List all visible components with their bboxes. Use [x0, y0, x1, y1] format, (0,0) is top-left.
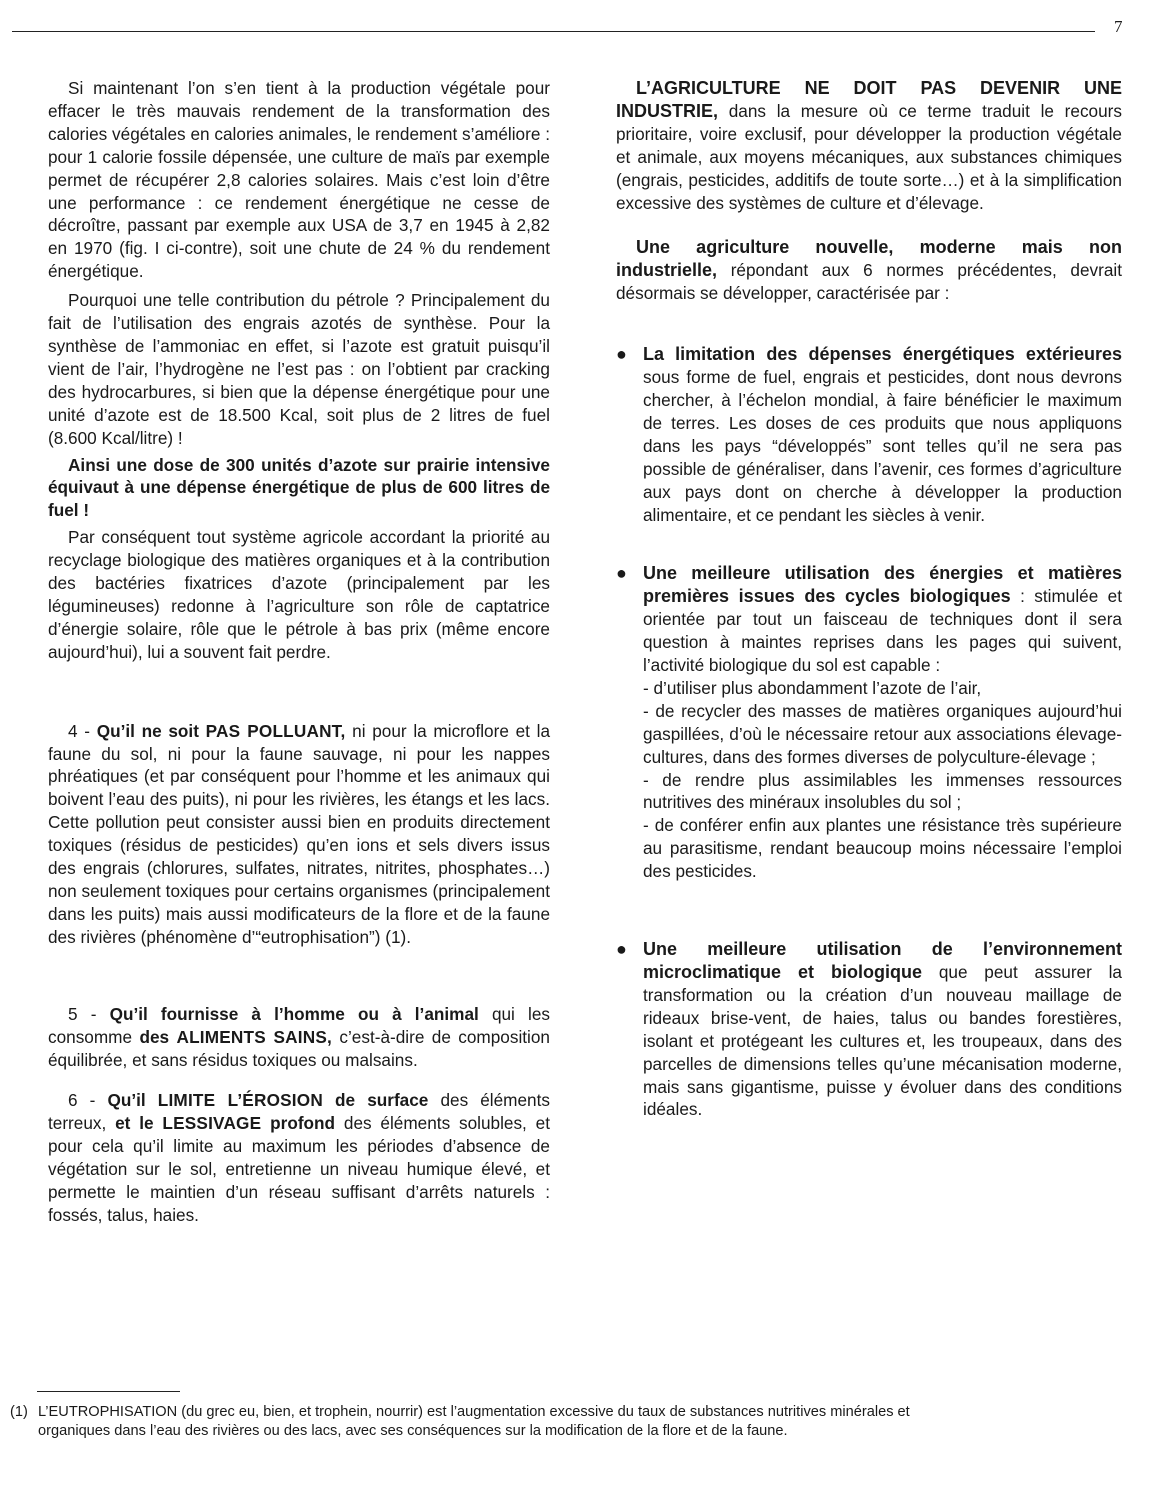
section-5-number: 5 -: [68, 1003, 110, 1024]
section-5-caps: ALIMENTS SAINS,: [176, 1026, 332, 1047]
section-5-text-a: qui les consomme: [48, 1003, 550, 1047]
footnote-line-1: [10, 1403, 1130, 1422]
footnote-line-2: organiques dans l’eau des rivières ou des lacs, avec ses conséquences sur la modification de la flore et de la faune.: [38, 1422, 788, 1439]
section-6-caps-erosion: LIMITE L’ÉROSION: [157, 1090, 323, 1111]
footnote-number: (1): [10, 1404, 28, 1420]
bullet-biological-body: : stimulée et orientée par tout un faisceau de techniques dont il sera question à maintes reprises dans les pages qui suivent, l’activité biologique du sol est capable :: [643, 586, 1123, 676]
paragraph-not-industry: [616, 77, 1122, 214]
section-6-bold-and: et le: [115, 1113, 163, 1134]
section-6-erosion: [48, 1089, 550, 1226]
list-item: - de rendre plus assimilables les immenses ressources nutritives des minéraux insolubles du sol ;: [643, 769, 1122, 813]
bullet-icon: ●: [616, 563, 627, 584]
page-number: 7: [1114, 17, 1123, 36]
section-5-text: c’est-à-dire de composition équilibrée, et sans résidus toxiques ou malsains.: [48, 1026, 550, 1070]
bullet-environment: [616, 938, 1122, 1121]
section-5-healthy-food: [48, 1003, 550, 1072]
bullet-biological-text: [643, 562, 1122, 677]
section-4-caps: PAS POLLUANT,: [205, 720, 346, 741]
header-rule: [12, 31, 1095, 32]
bullet-energy-limitation: [616, 343, 1122, 526]
bullet-environment-body: que peut assurer la transformation ou la création d’un nouveau maillage de rideaux brise-vent, de haies, talus ou bandes forestières, isolant et protégeant les cultures et, les troupeaux, dans des parcelles de dimensions telles qu’une mécanisation moderne, mais sans gigantisme, puisse y évoluer dans des conditions idéales.: [643, 962, 1122, 1120]
section-4-number: 4 -: [68, 720, 97, 741]
footnote-text: L’EUTROPHISATION (du grec eu, bien, et trophein, nourrir) est l’augmentation excessive du taux de substances nutritives minérales et: [38, 1404, 910, 1420]
section-6-bold-deep: profond: [261, 1113, 336, 1134]
heading-new-agriculture-text: répondant aux 6 normes précédentes, devrait désormais se développer, caractérisée par :: [616, 260, 1122, 304]
right-column: [616, 77, 1122, 1121]
section-5-bold-b: des: [139, 1026, 177, 1047]
footnote-rule: [37, 1391, 180, 1392]
heading-not-industry: L’AGRICULTURE NE DOIT PAS DEVENIR UNE INDUSTRIE,: [616, 78, 1122, 121]
bullet-biological-cycles: [616, 562, 1122, 883]
paragraph-recycling: Par conséquent tout système agricole accordant la priorité au recyclage biologique des matières organiques et à la contribution des bactéries fixatrices d’azote (principalement par les légumineuses) redonne à l’agriculture son rôle de captatrice d’énergie solaire, rôle que le pétrole à bas prix (même encore aujourd’hui), lui a souvent fait perdre.: [48, 527, 550, 662]
section-6-text-a: des éléments terreux,: [48, 1090, 550, 1134]
list-item: - de conférer enfin aux plantes une résistance très supérieure au parasitisme, rendant beaucoup moins nécessaire l’emploi des pesticides.: [643, 815, 1122, 882]
section-5-title: Qu’il fournisse à l’homme ou à l’animal: [109, 1003, 479, 1024]
list-item: - d’utiliser plus abondamment l’azote de l’air,: [643, 677, 982, 698]
bullet-energy-text: [643, 343, 1122, 526]
heading-new-agriculture: Une agriculture nouvelle, moderne mais non industrielle,: [616, 237, 1122, 281]
footnote: [10, 1403, 1130, 1440]
paragraph-new-agriculture: [616, 236, 1122, 305]
section-6-title: Qu’il: [107, 1090, 158, 1111]
section-6-text: des éléments solubles, et pour cela qu’il limite au maximum les périodes d’absence de végétation sur le sol, entretienne un niveau humique élevé, et permette le maintien d’un réseau suffisant d’arrêts naturels : fossés, talus, haies.: [48, 1113, 550, 1225]
bullet-environment-text: [643, 938, 1122, 1121]
bullet-biological-title: Une meilleure utilisation des énergies et matières premières issues des cycles biologiques: [643, 563, 1122, 607]
section-6-number: 6 -: [68, 1090, 108, 1111]
bullet-energy-body: sous forme de fuel, engrais et pesticides, dont nous devrons chercher, à l’échelon mondial, à faire bénéficier le maximum de terres. Les doses de ces produits que nous appliquons dans les pays “développés” sont telles qu’il ne sera pas possible de généraliser, dans l’avenir, ces formes d’agriculture aux pays dont on cherche à développer la production alimentaire, et ce pendant les siècles à venir.: [643, 367, 1122, 525]
paragraph-petroleum: Pourquoi une telle contribution du pétrole ? Principalement du fait de l’utilisation des engrais azotés de synthèse. Pour la synthèse de l’ammoniac en effet, si l’azote est gratuit puisqu’il vient de l’air, l’hydrogène ne l’est pas : on l’obtient par cracking des hydrocarbures, si bien que la dépense énergétique pour une unité d’azote est de 18.500 Kcal, soit plus de 2 litres de fuel (8.600 Kcal/litre) !: [48, 290, 550, 448]
section-6-bold-surface: de surface: [322, 1090, 429, 1111]
section-6-caps-leaching: LESSIVAGE: [162, 1113, 262, 1134]
bullet-environment-title: Une meilleure utilisation de l’environnement microclimatique et biologique: [643, 939, 1122, 982]
section-4-text: ni pour la microflore et la faune du sol, ni pour la faune sauvage, ni pour les nappes phréatiques (et par conséquent pour l’homme et les animaux qui boivent l’eau des puits), ni pour les rivières, les étangs et les lacs. Cette pollution peut consister aussi bien en produits directement toxiques (résidus de pesticides) qu’en ions et sels divers issus des engrais (chlorures, sulfates, nitrates, nitrites, phosphates…) non seulement toxiques pour certains organismes (principalement dans les puits) mais aussi modificateurs de la flore et de la faune des rivières (phénomène d’“eutrophisation”) (1).: [48, 720, 551, 947]
bullet-icon: ●: [616, 939, 627, 960]
bullet-energy-title: La limitation des dépenses énergétiques extérieures: [643, 344, 1122, 365]
section-4-not-polluting: [48, 720, 550, 949]
left-column: [48, 77, 550, 1227]
section-4-title: Qu’il ne soit: [96, 720, 206, 741]
heading-not-industry-text: dans la mesure où ce terme traduit le recours prioritaire, voire exclusif, pour développer la production végétale et animale, aux moyens mécaniques, aux substances chimiques (engrais, pesticides, additifs de toute sorte…) et à la simplification excessive des systèmes de culture et d’élevage.: [616, 100, 1122, 213]
paragraph-plant-yield: Si maintenant l’on s’en tient à la production végétale pour effacer le très mauvais rendement de la transformation des calories végétales en calories animales, le rendement s’améliore : pour 1 calorie fossile dépensée, une culture de maïs par exemple permet de récupérer 2,8 calories solaires. Mais c’est loin d’être une performance : ce rendement énergétique ne cesse de décroître, passant par exemple aux USA de 3,7 en 1945 à 2,82 en 1970 (fig. I ci-contre), soit une chute de 24 % du rendement énergétique.: [48, 78, 550, 282]
paragraph-nitrogen-dose: Ainsi une dose de 300 unités d’azote sur prairie intensive équivaut à une dépense énergétique de plus de 600 litres de fuel !: [48, 454, 550, 521]
list-item: - de recycler des masses de matières organiques aujourd’hui gaspillées, d’où le nécessaire retour aux associations élevage-cultures, dans des formes diverses de polyculture-élevage ;: [643, 700, 1122, 767]
bullet-icon: ●: [616, 344, 627, 365]
